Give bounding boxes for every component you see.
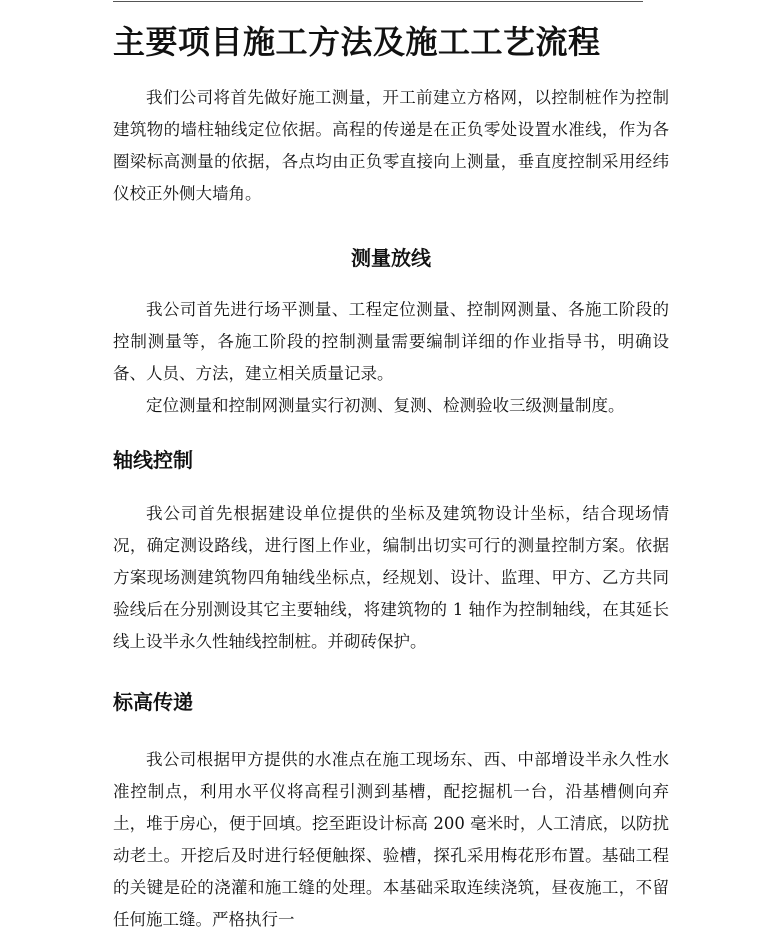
survey-paragraph-1: 我公司首先进行场平测量、工程定位测量、控制网测量、各施工阶段的控制测量等，各施工阶段的控制测量需要编制详细的作业指导书，明确设备、人员、方法，建立相关质量记录。 xyxy=(113,300,669,383)
section-heading-survey: 测量放线 xyxy=(351,246,431,270)
intro-paragraph: 我们公司将首先做好施工测量，开工前建立方格网，以控制桩作为控制建筑物的墙柱轴线定位依据。高程的传递是在正负零处设置水准线，作为各圈梁标高测量的依据，各点均由正负零直接向上测量，垂直度控制采用经纬仪校正外侧大墙角。 xyxy=(113,88,669,203)
survey-paragraph-2: 定位测量和控制网测量实行初测、复测、检测验收三级测量制度。 xyxy=(146,396,625,415)
elevation-paragraph-1: 我公司根据甲方提供的水准点在施工现场东、西、中部增设半永久性水准控制点，利用水平仪将高程引测到基槽，配挖掘机一台，沿基槽侧向弃土，堆于房心，便于回填。挖至距设计标高 200 毫米时，人工清底，以防扰动老土。开挖后及时进行轻便触探、验槽，探孔采用梅花形布置。基础工程的关键是砼的浇灌和施工缝的处理。本基础采取连续浇筑，昼夜施工，不留任何施工缝。严格执行一 xyxy=(113,750,669,929)
section-heading-axis: 轴线控制 xyxy=(113,448,193,472)
document-title: 主要项目施工方法及施工工艺流程 xyxy=(113,23,601,61)
document-page xyxy=(113,0,669,936)
axis-paragraph-1: 我公司首先根据建设单位提供的坐标及建筑物设计坐标，结合现场情况，确定测设路线，进行图上作业，编制出切实可行的测量控制方案。依据方案现场测建筑物四角轴线坐标点，经规划、设计、监理、甲方、乙方共同验线后在分别测设其它主要轴线，将建筑物的 1 轴作为控制轴线，在其延长线上设半永久性轴线控制桩。并砌砖保护。 xyxy=(113,504,669,651)
section-heading-elevation: 标高传递 xyxy=(113,690,193,714)
